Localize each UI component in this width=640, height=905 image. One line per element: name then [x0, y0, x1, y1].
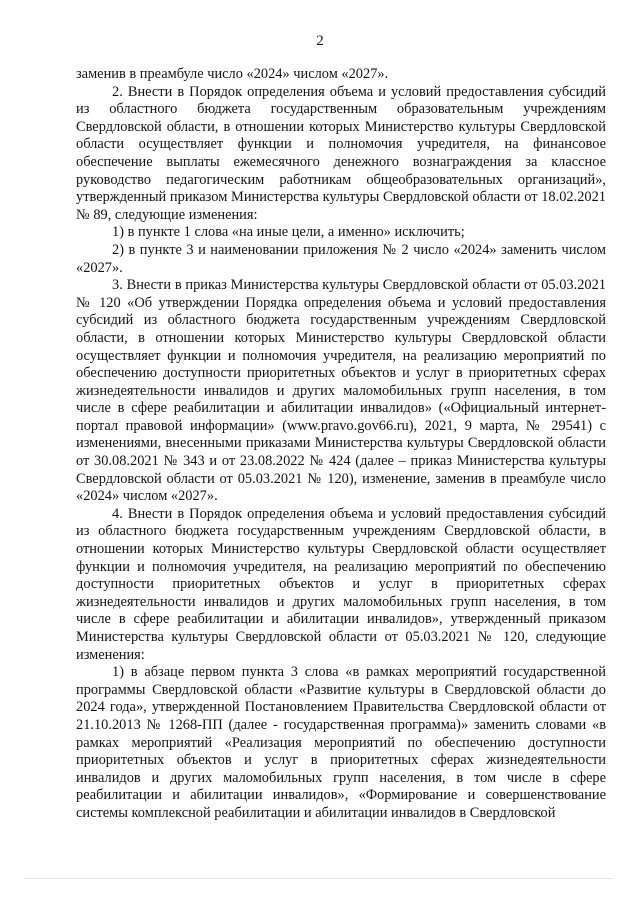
paragraph-subitem-2-2: 2) в пункте 3 и наименовании приложения № 2 число «2024» заменить числом «2027». — [76, 241, 606, 276]
paragraph-continuation: заменив в преамбуле число «2024» числом «2027». — [76, 66, 389, 82]
paragraph-item-3: 3. Внести в приказ Министерства культуры Свердловской области от 05.03.2021 № 120 «Об утверждении Порядка определения объема и условий предоставления субсидий из областного бюджета государственным учреждениям Свердловской области, в отношении которых Министерство культуры Свердловской области осуществляет функции и полномочия учредителя, на реализацию мероприятий по обеспечению доступности приоритетных объектов и услуг в приоритетных сферах жизнедеятельности инвалидов и других маломобильных групп населения, в том числе в сфере реабилитации и абилитации инвалидов» («Официальный интернет-портал правовой информации» (www.pravo.gov66.ru), 2021, 9 марта, № 29541) с изменениями, внесенными приказами Министерства культуры Свердловской области от 30.08.2021 № 343 и от 23.08.2022 № 424 (далее – приказ Министерства культуры Свердловской области от 05.03.2021 № 120), изменение, заменив в преамбуле число «2024» числом «2027». — [76, 277, 606, 505]
scan-edge-line — [24, 878, 614, 879]
paragraph-item-2: 2. Внести в Порядок определения объема и условий предоставления субсидий из областного бюджета государственным образовательным учреждениям Свердловской области, в отношении которых Министерство культуры Свердловской области осуществляет функции и полномочия учредителя, на финансовое обеспечение выплаты ежемесячного денежного вознаграждения за классное руководство педагогическим работникам общеобразовательных организаций», утвержденный приказом Министерства культуры Свердловской области от 18.02.2021 № 89, следующие изменения: — [76, 83, 606, 223]
paragraph-subitem-2-1: 1) в пункте 1 слова «на иные цели, а именно» исключить; — [112, 224, 465, 241]
page-number: 2 — [316, 33, 324, 49]
document-body — [76, 66, 606, 823]
paragraph-item-4: 4. Внести в Порядок определения объема и условий предоставления субсидий из областного бюджета государственным учреждениям Свердловской области, в отношении которых Министерство культуры Свердловской области осуществляет функции и полномочия учредителя, на реализацию мероприятий по обеспечению доступности приоритетных объектов и услуг в приоритетных сферах жизнедеятельности инвалидов и других маломобильных групп населения, в том числе в сфере реабилитации и абилитации инвалидов», утвержденный приказом Министерства культуры Свердловской области от 05.03.2021 № 120, следующие изменения: — [76, 505, 606, 663]
paragraph-subitem-4-1: 1) в абзаце первом пункта 3 слова «в рамках мероприятий государственной программы Свердловской области «Развитие культуры в Свердловской области до 2024 года», утвержденной Постановлением Правительства Свердловской области от 21.10.2013 № 1268-ПП (далее - государственная программа)» заменить словами «в рамках мероприятий «Реализация мероприятий по обеспечению доступности приоритетных объектов и услуг в приоритетных сферах жизнедеятельности инвалидов и других маломобильных групп населения, в том числе в сфере реабилитации и абилитации инвалидов», «Формирование и совершенствование системы комплексной реабилитации и абилитации инвалидов в Свердловской — [76, 664, 606, 821]
